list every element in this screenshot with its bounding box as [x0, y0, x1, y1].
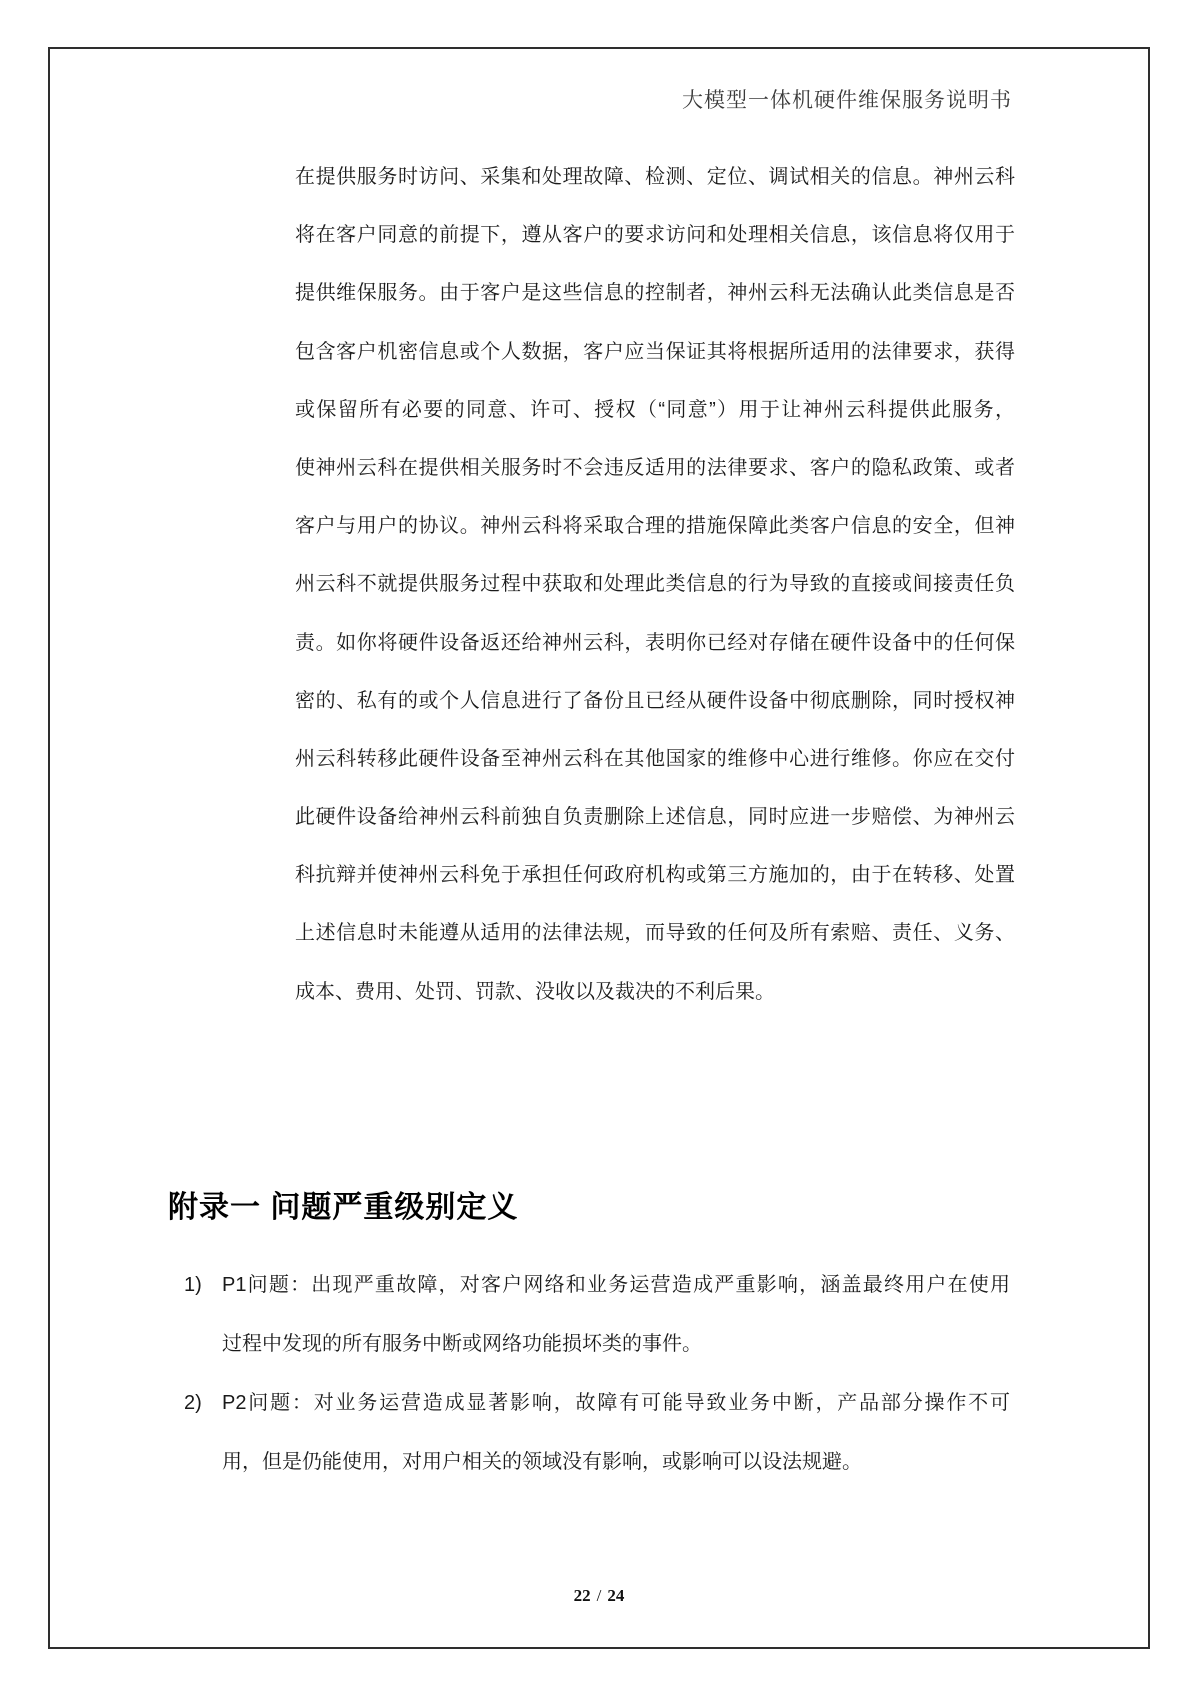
- paragraph-line: 成本、费用、处罚、罚款、没收以及裁决的不利后果。: [295, 980, 775, 1003]
- paragraph-line: 客户与用户的协议。神州云科将采取合理的措施保障此类客户信息的安全，但神: [295, 515, 1015, 538]
- paragraph-line: 包含客户机密信息或个人数据，客户应当保证其将根据所适用的法律要求，获得: [295, 340, 1015, 363]
- footer-page-number: [48, 1586, 1150, 1606]
- list-item-line: 过程中发现的所有服务中断或网络功能损坏类的事件。: [222, 1332, 702, 1355]
- paragraph-line: 或保留所有必要的同意、许可、授权（“同意”）用于让神州云科提供此服务，: [295, 398, 1015, 421]
- paragraph-line: 密的、私有的或个人信息进行了备份且已经从硬件设备中彻底删除，同时授权神: [295, 689, 1015, 712]
- list-item-number: 2): [184, 1392, 202, 1414]
- list-item-line: P1问题：出现严重故障，对客户网络和业务运营造成严重影响，涵盖最终用户在使用: [222, 1274, 1010, 1296]
- list-item-number: 1): [184, 1274, 202, 1296]
- paragraph-line: 科抗辩并使神州云科免于承担任何政府机构或第三方施加的，由于在转移、处置: [295, 864, 1015, 887]
- paragraph-line: 上述信息时未能遵从适用的法律法规，而导致的任何及所有索赔、责任、义务、: [295, 922, 1015, 945]
- paragraph-line: 州云科转移此硬件设备至神州云科在其他国家的维修中心进行维修。你应在交付: [295, 747, 1015, 770]
- list-item: [222, 1256, 1010, 1373]
- body-paragraph: [295, 148, 1015, 1021]
- paragraph-line: 此硬件设备给神州云科前独自负责删除上述信息，同时应进一步赔偿、为神州云: [295, 806, 1015, 829]
- appendix-heading: 附录一 问题严重级别定义: [168, 1191, 519, 1224]
- footer-separator: /: [596, 1586, 602, 1605]
- footer-total-pages: 24: [607, 1586, 625, 1605]
- paragraph-line: 在提供服务时访问、采集和处理故障、检测、定位、调试相关的信息。神州云科: [295, 166, 1015, 188]
- paragraph-line: 提供维保服务。由于客户是这些信息的控制者，神州云科无法确认此类信息是否: [295, 282, 1015, 305]
- list-item-line: 用，但是仍能使用，对用户相关的领域没有影响，或影响可以设法规避。: [222, 1450, 862, 1473]
- footer-current-page: 22: [573, 1586, 591, 1605]
- paragraph-line: 使神州云科在提供相关服务时不会违反适用的法律要求、客户的隐私政策、或者: [295, 456, 1015, 479]
- list-item-line: P2问题：对业务运营造成显著影响，故障有可能导致业务中断，产品部分操作不可: [222, 1392, 1010, 1414]
- paragraph-line: 州云科不就提供服务过程中获取和处理此类信息的行为导致的直接或间接责任负: [295, 573, 1015, 596]
- list-item: [222, 1374, 1010, 1491]
- page-header-title: 大模型一体机硬件维保服务说明书: [682, 88, 1012, 112]
- paragraph-line: 责。如你将硬件设备返还给神州云科，表明你已经对存储在硬件设备中的任何保: [295, 631, 1015, 654]
- paragraph-line: 将在客户同意的前提下，遵从客户的要求访问和处理相关信息，该信息将仅用于: [295, 224, 1015, 247]
